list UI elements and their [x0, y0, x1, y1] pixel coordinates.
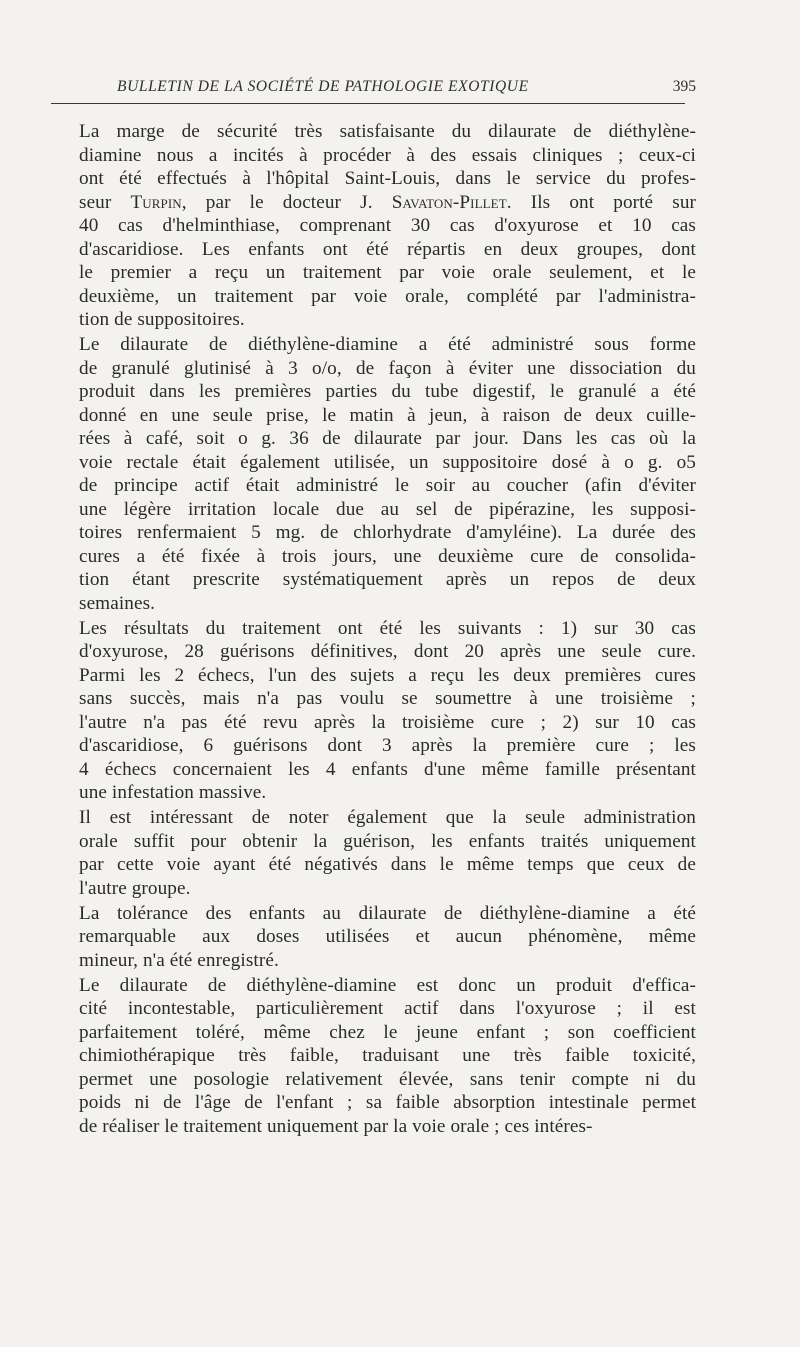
text-line: Parmi les 2 échecs, l'un des sujets a reçu les deux premières cures	[79, 664, 696, 686]
text-line: voie rectale était également utilisée, un suppositoire dosé à o g. o5	[79, 451, 696, 473]
text-line: La tolérance des enfants au dilaurate de diéthylène-diamine a été	[79, 902, 696, 924]
text-line: Le dilaurate de diéthylène-diamine a été administré sous forme	[79, 334, 696, 355]
text-line: d'ascaridiose, 6 guérisons dont 3 après la première cure ; les	[79, 735, 696, 756]
text-line: ont été effectués à l'hôpital Saint-Louis, dans le service du profes-	[79, 168, 696, 189]
paragraph	[59, 902, 696, 973]
text-line: Le dilaurate de diéthylène-diamine est donc un produit d'effica-	[79, 974, 696, 996]
text-line: sans succès, mais n'a pas voulu se soumettre à une troisième ;	[79, 688, 696, 709]
author-name: Turpin	[130, 191, 182, 213]
text-line: tion de suppositoires.	[79, 309, 245, 330]
text-line: La marge de sécurité très satisfaisante du dilaurate de diéthylène-	[79, 121, 696, 142]
text-line: une infestation massive.	[79, 782, 267, 803]
text-line: toires renfermaient 5 mg. de chlorhydrate d'amyléine). La durée des	[79, 522, 696, 543]
body-text	[59, 120, 696, 1140]
text-line: le premier a reçu un traitement par voie orale seulement, et le	[79, 262, 696, 283]
text-line: produit dans les premières parties du tube digestif, le granulé a été	[79, 381, 696, 402]
text-line: donné en une seule prise, le matin à jeun, à raison de deux cuille-	[79, 404, 696, 426]
text-line: remarquable aux doses utilisées et aucun phénomène, même	[79, 926, 696, 947]
author-name: Savaton-Pillet	[391, 191, 507, 213]
header-rule	[51, 103, 685, 104]
text-line: rées à café, soit o g. 36 de dilaurate par jour. Dans les cas où la	[79, 428, 696, 449]
text-line: seur Turpin, par le docteur J. Savaton-Pillet. Ils ont porté sur	[79, 191, 697, 213]
text-line: 40 cas d'helminthiase, comprenant 30 cas d'oxyurose et 10 cas	[79, 215, 696, 236]
text-line: chimiothérapique très faible, traduisant une très faible toxicité,	[79, 1045, 696, 1066]
text-line: 4 échecs concernaient les 4 enfants d'une même famille présentant	[79, 758, 696, 780]
text-line: Les résultats du traitement ont été les suivants : 1) sur 30 cas	[79, 617, 696, 639]
text-line: tion étant prescrite systématiquement après un repos de deux	[79, 569, 696, 590]
text-line: d'ascaridiose. Les enfants ont été répartis en deux groupes, dont	[79, 238, 696, 260]
paragraph	[59, 333, 696, 615]
paragraph	[59, 806, 696, 900]
page-header	[59, 76, 696, 102]
text-line: l'autre n'a pas été revu après la troisième cure ; 2) sur 10 cas	[79, 711, 696, 733]
text-line: diamine nous a incités à procéder à des essais cliniques ; ceux-ci	[79, 144, 696, 166]
text-line: parfaitement toléré, même chez le jeune enfant ; son coefficient	[79, 1021, 696, 1043]
paragraph	[59, 974, 696, 1139]
text-line: orale suffit pour obtenir la guérison, les enfants traités uniquement	[79, 830, 696, 852]
text-line: semaines.	[79, 592, 156, 614]
text-line: de réaliser le traitement uniquement par la voie orale ; ces intéres-	[79, 1115, 593, 1137]
text-line: permet une posologie relativement élevée, sans tenir compte ni du	[79, 1068, 696, 1090]
text-line: l'autre groupe.	[79, 877, 191, 899]
page-number: 395	[672, 78, 696, 95]
text-line: une légère irritation locale due au sel de pipérazine, les supposi-	[79, 498, 696, 520]
text-line: mineur, n'a été enregistré.	[79, 949, 279, 971]
text-line: de granulé glutinisé à 3 o/o, de façon à éviter une dissociation du	[79, 357, 696, 379]
text-line: deuxième, un traitement par voie orale, complété par l'administra-	[79, 285, 696, 307]
text-line: poids ni de l'âge de l'enfant ; sa faible absorption intestinale permet	[79, 1092, 696, 1113]
text-line: cité incontestable, particulièrement actif dans l'oxyurose ; il est	[79, 998, 696, 1019]
text-line: cures a été fixée à trois jours, une deuxième cure de consolida-	[79, 545, 696, 567]
paragraph	[59, 120, 696, 332]
text-line: de principe actif était administré le soir au coucher (afin d'éviter	[79, 475, 696, 496]
running-title: BULLETIN DE LA SOCIÉTÉ DE PATHOLOGIE EXOTIQUE	[117, 78, 529, 95]
paragraph	[59, 617, 696, 805]
text-line: Il est intéressant de noter également que la seule administration	[79, 807, 696, 828]
text-line: d'oxyurose, 28 guérisons définitives, dont 20 après une seule cure.	[79, 641, 696, 662]
text-line: par cette voie ayant été négativés dans le même temps que ceux de	[79, 854, 696, 875]
